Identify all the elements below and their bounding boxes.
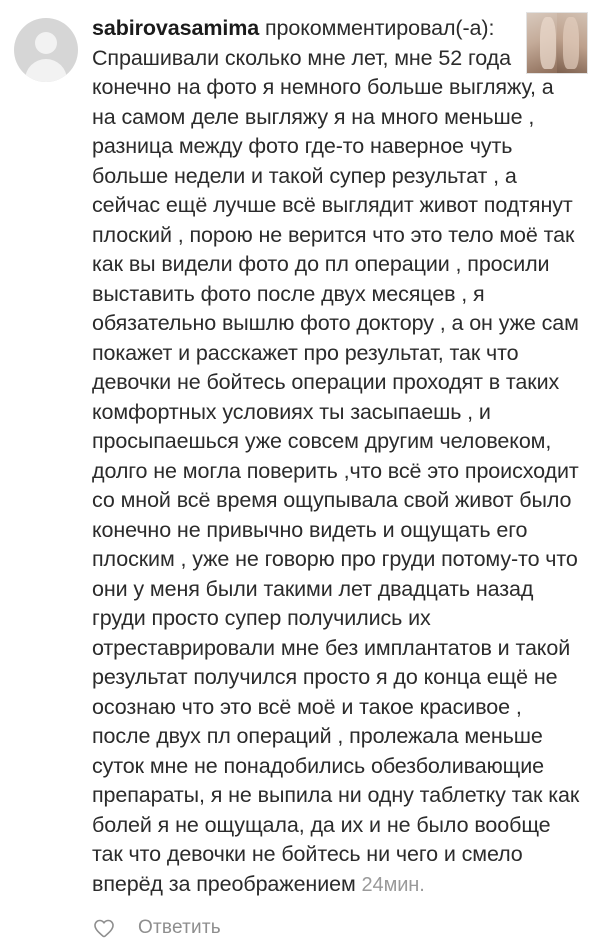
- avatar-body-shape: [25, 59, 67, 82]
- comment-message: Спрашивали сколько мне лет, мне 52 года конечно на фото я немного больше выгляжу, а на самом деле выгляжу я на много меньше , разница между фото где-то наверное чуть больше недели и такой супер результат , а сейчас ещё лучше всё выглядит живот подтянут плоский , порою не верится что это тело моё так как вы видели фото до пл операции , просили выставить фото после двух месяцев , я обязательно вышлю фото доктору , а он уже сам покажет и расскажет про результат, так что девочки не бойтесь операции проходят в таких комфортных условиях ты засыпаешь , и просыпаешься уже совсем другим человеком, долго не могла поверить ,что всё это происходит со мной всё время ощупывала свой живот было конечно не привычно видеть и ощущать его плоским , уже не говорю про груди потому-то что они у меня были такими лет двадцать назад груди просто супер получились их отреставрировали мне без имплантатов и такой результат получился просто я до конца ещё не осознаю что это всё моё и такое красивое , после двух пл операций , пролежала меньше суток мне не понадобились обезболивающие препараты, я не выпила ни одну таблетку так как болей я не ощущала, да их и не было вообще так что девочки не бойтесь ни чего и смело вперёд за преображением: [92, 45, 580, 896]
- comment-actions: [0, 900, 600, 940]
- thumbnail-figure-before: [540, 17, 556, 70]
- avatar-head-shape: [35, 32, 57, 54]
- post-thumbnail[interactable]: [526, 12, 588, 74]
- comment-body: [92, 14, 586, 900]
- comment-timestamp: 24мин.: [361, 873, 425, 896]
- comment-action-label: прокомментировал(-а):: [265, 16, 495, 40]
- thumbnail-figure-after: [563, 17, 579, 70]
- reply-button[interactable]: Ответить: [138, 917, 221, 938]
- heart-icon[interactable]: [92, 916, 116, 940]
- avatar[interactable]: [14, 18, 78, 82]
- comment-text: [92, 14, 582, 900]
- comment-username[interactable]: sabirovasamima: [92, 16, 260, 40]
